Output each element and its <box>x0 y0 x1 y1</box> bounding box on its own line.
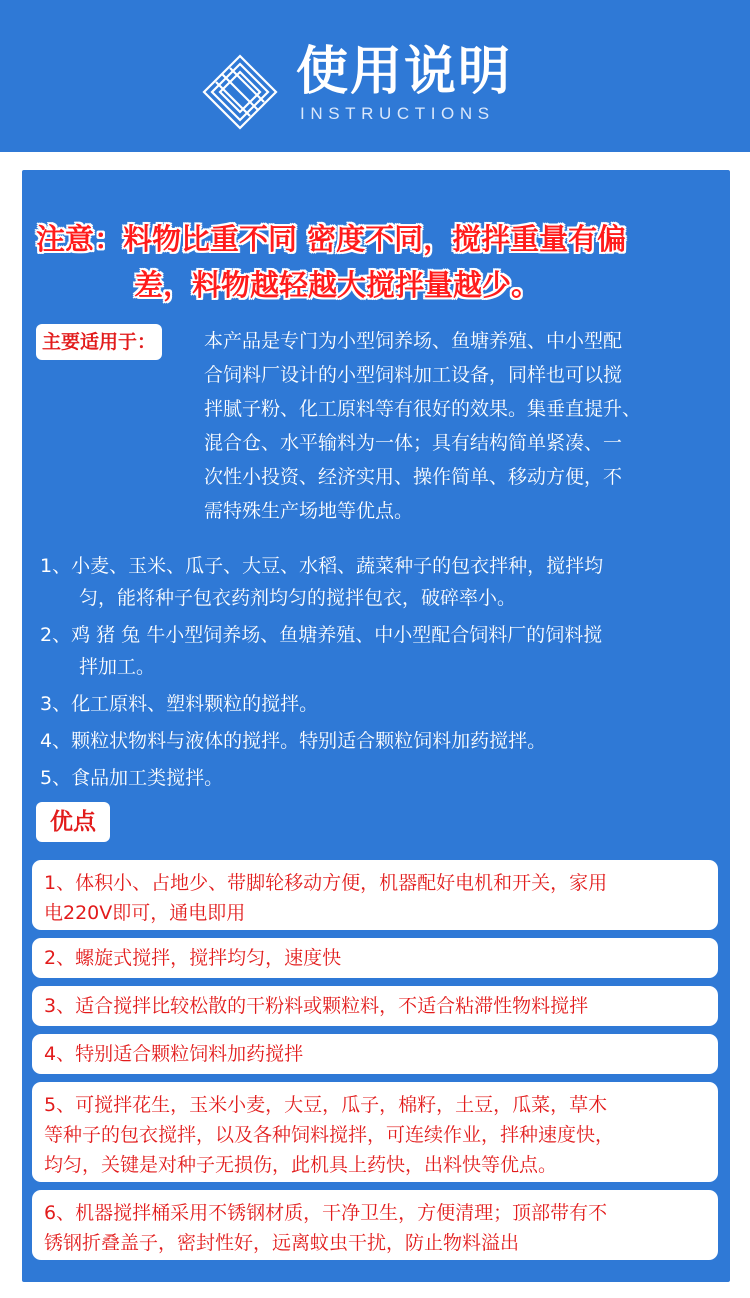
advantage-line: 电220V即可，通电即用 <box>44 902 246 924</box>
advantage-card <box>32 938 718 978</box>
page-title: 使用说明 <box>296 42 513 102</box>
advantage-line: 1、体积小、占地少、带脚轮移动方便，机器配好电机和开关，家用 <box>44 872 608 894</box>
list-item <box>40 688 720 720</box>
advantage-line: 4、特别适合颗粒饲料加药搅拌 <box>44 1043 304 1065</box>
list-item <box>40 762 720 794</box>
advantage-line: 6、机器搅拌桶采用不锈钢材质，干净卫生，方便清理；顶部带有不 <box>44 1202 608 1224</box>
notice-line-2: 差，料物越轻越大搅拌量越少。 <box>134 268 541 302</box>
advantage-line: 2、螺旋式搅拌，搅拌均匀，速度快 <box>44 947 342 969</box>
list-item <box>40 725 720 757</box>
page-subtitle: INSTRUCTIONS <box>300 104 495 123</box>
list-item <box>40 550 720 614</box>
diamond-stripes-icon <box>200 52 280 132</box>
list-item-line: 2、鸡 猪 兔 牛小型饲养场、鱼塘养殖、中小型配合饲料厂的饲料搅 <box>40 624 603 646</box>
advantage-line: 锈钢折叠盖子，密封性好，远离蚊虫干扰，防止物料溢出 <box>44 1232 520 1254</box>
advantages-label: 优点 <box>36 802 110 842</box>
advantage-line: 3、适合搅拌比较松散的干粉料或颗粒料，不适合粘滞性物料搅拌 <box>44 995 589 1017</box>
advantage-card <box>32 1082 718 1182</box>
main-use-label: 主要适用于： <box>36 324 162 360</box>
header-banner <box>0 0 750 152</box>
list-item-line: 3、化工原料、塑料颗粒的搅拌。 <box>40 693 319 715</box>
use-list <box>40 550 720 799</box>
intro-line: 拌腻子粉、化工原料等有很好的效果。集垂直提升、 <box>204 398 642 420</box>
notice-text <box>36 216 726 308</box>
intro-line: 次性小投资、经济实用、操作简单、移动方便，不 <box>204 466 623 488</box>
intro-line: 合饲料厂设计的小型饲料加工设备，同样也可以搅 <box>204 364 623 386</box>
intro-line: 需特殊生产场地等优点。 <box>204 500 414 522</box>
advantage-card <box>32 986 718 1026</box>
list-item-line: 1、小麦、玉米、瓜子、大豆、水稻、蔬菜种子的包衣拌种，搅拌均 <box>40 555 604 577</box>
list-item <box>40 619 720 683</box>
main-use-description <box>204 324 714 528</box>
notice-line-1: 注意：料物比重不同 密度不同，搅拌重量有偏 <box>36 222 627 256</box>
list-item-line: 匀，能将种子包衣药剂均匀的搅拌包衣，破碎率小。 <box>79 587 517 609</box>
advantage-line: 均匀，关键是对种子无损伤，此机具上药快，出料快等优点。 <box>44 1154 558 1176</box>
advantage-line: 5、可搅拌花生，玉米小麦，大豆，瓜子，棉籽，土豆，瓜菜，草木 <box>44 1094 608 1116</box>
advantage-card <box>32 860 718 930</box>
intro-line: 混合仓、水平输料为一体；具有结构简单紧凑、一 <box>204 432 623 454</box>
advantage-card <box>32 1190 718 1260</box>
advantage-card <box>32 1034 718 1074</box>
advantage-line: 等种子的包衣搅拌，以及各种饲料搅拌，可连续作业，拌种速度快， <box>44 1124 615 1146</box>
intro-line: 本产品是专门为小型饲养场、鱼塘养殖、中小型配 <box>204 330 623 352</box>
list-item-line: 4、颗粒状物料与液体的搅拌。特别适合颗粒饲料加药搅拌。 <box>40 730 547 752</box>
list-item-line: 拌加工。 <box>79 656 156 678</box>
list-item-line: 5、食品加工类搅拌。 <box>40 767 224 789</box>
content-panel <box>22 170 730 1282</box>
